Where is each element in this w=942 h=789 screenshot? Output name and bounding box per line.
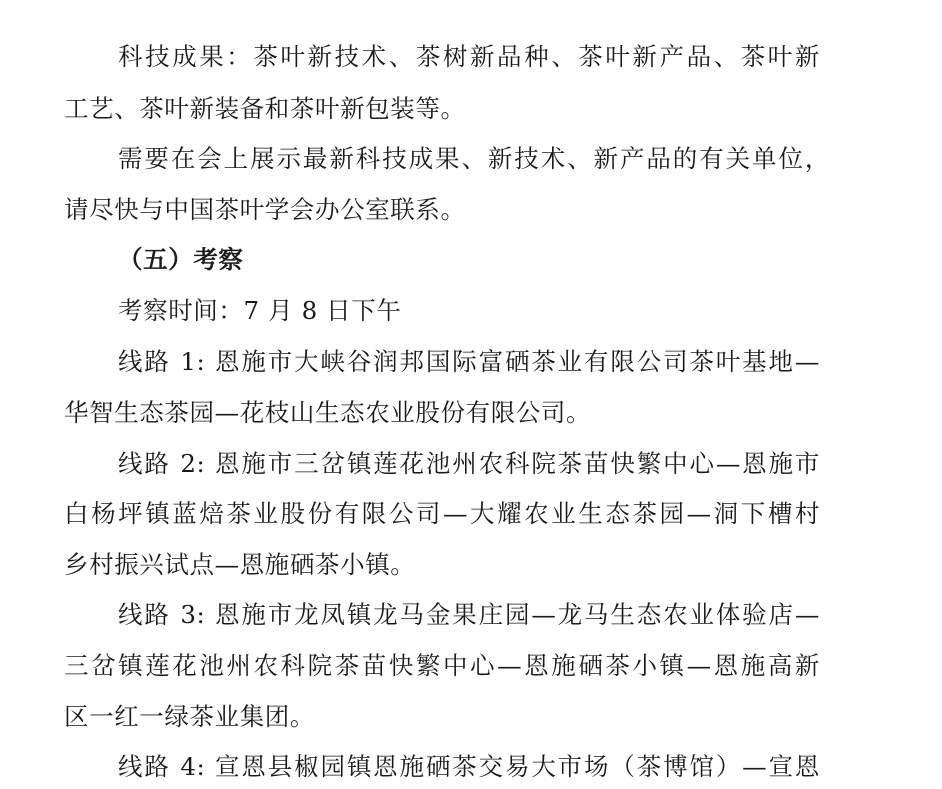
route-1-line-2: 华智生态茶园—花枝山生态农业股份有限公司。: [64, 398, 592, 427]
paragraph-contact-line-1: 需要在会上展示最新科技成果、新技术、新产品的有关单位，: [118, 144, 830, 173]
paragraph-tech-achievements-line-2: 工艺、茶叶新装备和茶叶新包装等。: [64, 94, 466, 123]
route-2-line-2: 白杨坪镇蓝焙茶业股份有限公司—大耀农业生态茶园—洞下槽村: [64, 499, 820, 528]
inspection-time: 考察时间：7 月 8 日下午: [118, 296, 402, 325]
route-1-line-1: 线路 1: 恩施市大峡谷润邦国际富硒茶业有限公司茶叶基地—: [118, 347, 820, 376]
route-2-line-1: 线路 2: 恩施市三岔镇莲花池州农科院茶苗快繁中心—恩施市: [118, 449, 820, 478]
paragraph-tech-achievements-line-1: 科技成果：茶叶新技术、茶树新品种、茶叶新产品、茶叶新: [118, 42, 820, 71]
route-2-line-3: 乡村振兴试点—恩施硒茶小镇。: [64, 550, 416, 579]
route-3-line-1: 线路 3: 恩施市龙凤镇龙马金果庄园—龙马生态农业体验店—: [118, 600, 820, 629]
paragraph-contact-line-2: 请尽快与中国茶叶学会办公室联系。: [64, 195, 466, 224]
route-4-line-1: 线路 4: 宣恩县椒园镇恩施硒茶交易大市场（茶博馆）—宣恩: [118, 752, 820, 781]
section-heading-inspection: （五）考察: [118, 245, 244, 274]
route-3-line-3: 区一红一绿茶业集团。: [64, 702, 315, 731]
route-3-line-2: 三岔镇莲花池州农科院茶苗快繁中心—恩施硒茶小镇—恩施高新: [64, 651, 820, 680]
